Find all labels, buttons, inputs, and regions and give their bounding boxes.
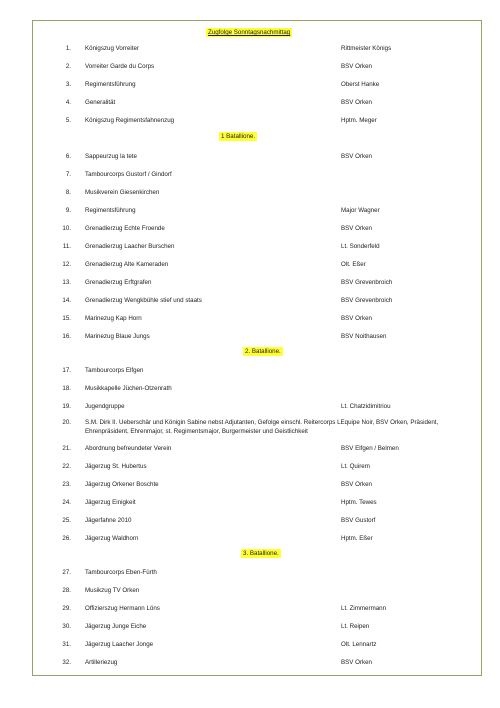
list-item (33, 515, 481, 527)
item-number: 14. (62, 297, 71, 304)
item-name: Grenadierzug Laacher Burschen (85, 243, 175, 250)
list-item (33, 313, 481, 325)
section-header: 1 Batallione. (221, 133, 256, 140)
item-name: Regimentsführung (85, 207, 136, 214)
item-number: 26. (62, 535, 71, 542)
item-name: Jägerzug Waldhorn (85, 535, 139, 542)
item-name: Jugendgruppe (85, 403, 125, 410)
item-name: Marinezug Blaue Jungs (85, 333, 150, 340)
list-item (33, 461, 481, 473)
item-number: 23. (62, 481, 71, 488)
item-name: Jägerfahne 2010 (85, 517, 132, 524)
item-name: Grenadierzug Echte Froende (85, 225, 165, 232)
item-number: 29. (62, 605, 71, 612)
list-item (33, 277, 481, 289)
document-page (32, 20, 482, 676)
item-number: 32. (62, 659, 71, 666)
list-item (33, 97, 481, 109)
item-name: Jägerzug Einigkeit (85, 499, 136, 506)
list-item (33, 295, 481, 307)
list-item (33, 479, 481, 491)
item-organization: BSV Orken (341, 63, 372, 70)
item-name: Königszug Regimentsfahnenzug (85, 117, 175, 124)
item-organization: Olt. Lennartz (341, 641, 377, 648)
document-title: Zugfolge Sonntagsnachmittag (208, 29, 291, 36)
item-organization: BSV Grevenbroich (341, 279, 393, 286)
item-organization: Hptm. Tewes (341, 499, 377, 506)
item-number: 6. (65, 153, 71, 160)
item-number: 11. (62, 243, 71, 250)
item-name: Musikzug TV Orken (85, 587, 140, 594)
list-item (33, 169, 481, 181)
item-number: 5. (65, 117, 71, 124)
item-number: 30. (62, 623, 71, 630)
list-item (33, 585, 481, 597)
section-header: 3. Batallione. (243, 550, 279, 557)
item-name: Jägerzug Junge Eiche (85, 623, 147, 630)
item-number: 31. (62, 641, 71, 648)
item-organization: BSV Elfgen / Belmen (341, 445, 399, 452)
item-name: Marinezug Kap Horn (85, 315, 142, 322)
section-header: 2. Batallione. (245, 348, 281, 355)
item-organization: Lt. Sonderfeld (341, 243, 380, 250)
list-item (33, 383, 481, 395)
item-organization: Olt. Eßer (341, 261, 366, 268)
item-number: 24. (62, 499, 71, 506)
item-organization: BSV Orken (341, 481, 372, 488)
list-item (33, 43, 481, 55)
list-item (33, 621, 481, 633)
list-item (33, 151, 481, 163)
list-item (33, 331, 481, 343)
list-item (33, 497, 481, 509)
item-number: 18. (62, 385, 71, 392)
item-number: 15. (62, 315, 71, 322)
item-number: 9. (65, 207, 71, 214)
list-item (33, 223, 481, 235)
item-name: Tambourcorps Gustorf / Gindorf (85, 171, 172, 178)
item-number: 1. (65, 45, 71, 52)
item-name: Königszug Vorreiter (85, 45, 139, 52)
item-name: Grenadierzug Alte Kameraden (85, 261, 169, 268)
item-number: 12. (62, 261, 71, 268)
list-item (33, 79, 481, 91)
item-number: 2. (65, 63, 71, 70)
item-number: 13. (62, 279, 71, 286)
list-item (33, 187, 481, 199)
item-number: 20. (62, 419, 71, 426)
list-item (33, 241, 481, 253)
list-item (33, 365, 481, 377)
item-name: Abordnung befreundeter Verein (85, 445, 172, 452)
item-name: Jägerzug Laacher Jonge (85, 641, 154, 648)
list-item (33, 603, 481, 615)
item-organization: BSV Noithausen (341, 333, 387, 340)
list-item (33, 533, 481, 545)
item-number: 17. (62, 367, 71, 374)
item-organization: BSV Orken (341, 99, 372, 106)
item-number: 21. (62, 445, 71, 452)
item-organization: Rittmeister Königs (341, 45, 392, 52)
item-name: Grenadierzug Wengkbühle stief und staats (85, 297, 202, 304)
item-number: 7. (65, 171, 71, 178)
list-item (33, 639, 481, 651)
item-number: 10. (62, 225, 71, 232)
item-organization: Hptm. Eßer (341, 535, 373, 542)
list-item (33, 417, 481, 441)
item-name: Regimentsführung (85, 81, 136, 88)
item-organization: Major Wagner (341, 207, 380, 214)
item-name: Musikverein Giesenkirchen (85, 189, 160, 196)
list-item (33, 115, 481, 127)
item-number: 25. (62, 517, 71, 524)
item-organization: Lt. Reipen (341, 623, 370, 630)
item-organization: BSV Orken (341, 315, 372, 322)
list-item (33, 657, 481, 669)
item-organization: BSV Grevenbroich (341, 297, 393, 304)
list-item (33, 61, 481, 73)
item-number: 3. (65, 81, 71, 88)
item-name: Jägerzug St. Hubertus (85, 463, 147, 470)
item-name: S.M. Dirk II. Ueberschär und Königin Sabine nebst Adjutanten, Gefolge einschl. Reitercorps LEquipe Noir, BSV Orken, Präsident, Ehrenpräsident, Ehrenmajor, st. Regimentsmajor, Burgermeister und Geistlichkeit (85, 419, 439, 435)
item-number: 16. (62, 333, 71, 340)
item-number: 4. (65, 99, 71, 106)
item-name: Generalität (85, 99, 116, 106)
item-organization: BSV Orken (341, 659, 372, 666)
item-organization: BSV Orken (341, 153, 372, 160)
item-number: 8. (65, 189, 71, 196)
item-number: 22. (62, 463, 71, 470)
item-name: Tambourcorps Elfgen (85, 367, 144, 374)
item-organization: Lt. Zimmermann (341, 605, 387, 612)
item-number: 19. (62, 403, 71, 410)
item-name: Musikkapelle Jüchen-Otzenrath (85, 385, 172, 392)
item-number: 27. (62, 569, 71, 576)
list-item (33, 205, 481, 217)
item-name: Jägerzug Orkener Boschte (85, 481, 159, 488)
item-organization: BSV Gustorf (341, 517, 376, 524)
item-name: Sappeurzug la tete (85, 153, 137, 160)
item-organization: Hptm. Meger (341, 117, 377, 124)
item-name: Vorreiter Garde du Corps (85, 63, 155, 70)
item-organization: Oberst Hanke (341, 81, 380, 88)
item-name: Artilleriezug (85, 659, 118, 666)
item-organization: Lt. Quirem (341, 463, 370, 470)
list-item (33, 259, 481, 271)
list-item (33, 401, 481, 413)
item-number: 28. (62, 587, 71, 594)
item-organization: Lt. Chatzidimitriou (341, 403, 391, 410)
item-name: Tambourcorps Eben-Fürth (85, 569, 157, 576)
item-name: Offizierszug Hermann Löns (85, 605, 160, 612)
item-organization: BSV Orken (341, 225, 372, 232)
list-item (33, 443, 481, 455)
list-item (33, 567, 481, 579)
item-name: Grenadierzug Erftgrafen (85, 279, 152, 286)
